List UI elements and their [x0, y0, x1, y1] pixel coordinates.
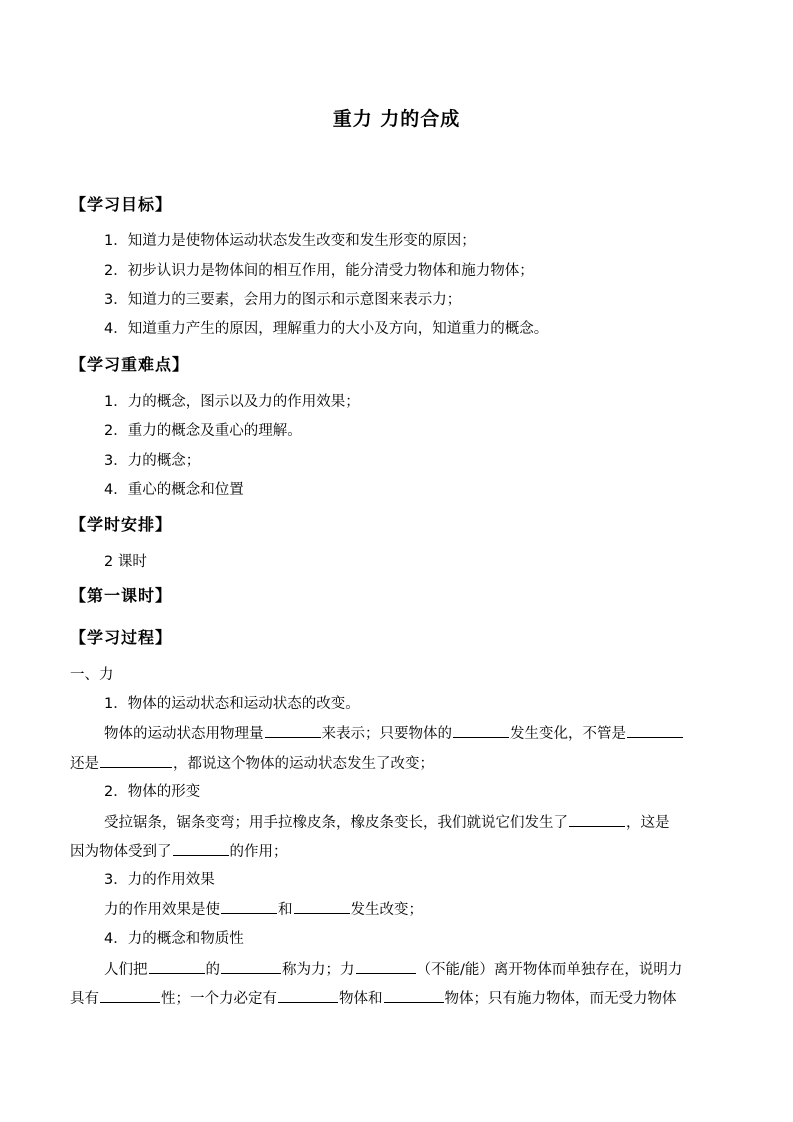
- paragraph-line: [104, 899, 721, 920]
- key-point-item-4: 4．重心的概念和位置: [104, 482, 244, 498]
- page-title: 重力 力的合成: [332, 108, 461, 130]
- text-segment: ，这是: [626, 815, 670, 831]
- paragraph-line: [104, 723, 721, 744]
- section-heading-schedule: 【学时安排】: [70, 515, 173, 534]
- paragraph-line: [70, 753, 721, 774]
- text-segment: 性；一个力必定有: [161, 991, 277, 1007]
- text-segment: 人们把: [104, 962, 148, 978]
- text-segment: 和: [278, 902, 293, 918]
- goal-item-4: 4．知道重力产生的原因，理解重力的大小及方向，知道重力的概念。: [104, 321, 549, 337]
- text-segment: 力的作用效果是使: [104, 902, 220, 918]
- fill-in-blank[interactable]: [627, 723, 683, 738]
- text-segment: ，都说这个物体的运动状态发生了改变；: [173, 756, 434, 772]
- fill-in-blank[interactable]: [173, 841, 229, 856]
- text-segment: 因为物体受到了: [70, 844, 172, 860]
- section-heading-goals: 【学习目标】: [70, 195, 173, 214]
- paragraph-line: [70, 841, 721, 862]
- item-heading-deformation: 2．物体的形变: [104, 784, 201, 800]
- text-segment: 来表示；只要物体的: [321, 726, 452, 742]
- text-segment: 受拉锯条，锯条变弯；用手拉橡皮条，橡皮条变长，我们就说它们发生了: [104, 815, 568, 831]
- fill-in-blank[interactable]: [221, 899, 277, 914]
- text-segment: 具有: [70, 991, 99, 1007]
- item-heading-effect: 3．力的作用效果: [104, 872, 215, 888]
- fill-in-blank[interactable]: [384, 988, 444, 1003]
- text-segment: 物体和: [339, 991, 383, 1007]
- fill-in-blank[interactable]: [100, 988, 160, 1003]
- fill-in-blank[interactable]: [453, 723, 509, 738]
- fill-in-blank[interactable]: [278, 988, 338, 1003]
- schedule-text: 2 课时: [104, 554, 147, 570]
- paragraph-line: [70, 988, 721, 1009]
- text-segment: 的作用；: [229, 844, 288, 860]
- text-segment: 发生变化，不管是: [510, 726, 626, 742]
- text-segment: 发生改变；: [350, 902, 423, 918]
- text-segment: 物体；只有施力物体，而无受力物体: [444, 991, 677, 1007]
- fill-in-blank[interactable]: [356, 959, 416, 974]
- fill-in-blank[interactable]: [569, 812, 625, 827]
- key-point-item-2: 2．重力的概念及重心的理解。: [104, 423, 302, 439]
- fill-in-blank[interactable]: [221, 959, 281, 974]
- item-heading-motion-state: 1．物体的运动状态和运动状态的改变。: [104, 696, 360, 712]
- key-point-item-1: 1．力的概念，图示以及力的作用效果；: [104, 394, 360, 410]
- goal-item-2: 2．初步认识力是物体间的相互作用，能分清受力物体和施力物体；: [104, 263, 534, 279]
- text-segment: 称为力；力: [282, 962, 355, 978]
- text-segment: 物体的运动状态用物理量: [104, 726, 264, 742]
- fill-in-blank[interactable]: [294, 899, 350, 914]
- paragraph-line: [104, 812, 721, 833]
- key-point-item-3: 3．力的概念；: [104, 453, 201, 469]
- section-heading-first-lesson: 【第一课时】: [70, 586, 173, 605]
- text-segment: 的: [205, 962, 220, 978]
- paragraph-line: [104, 959, 721, 980]
- fill-in-blank[interactable]: [149, 959, 205, 974]
- goal-item-1: 1．知道力是使物体运动状态发生改变和发生形变的原因；: [104, 233, 476, 249]
- item-heading-concept: 4．力的概念和物质性: [104, 931, 244, 947]
- goal-item-3: 3．知道力的三要素，会用力的图示和示意图来表示力；: [104, 292, 462, 308]
- text-segment: （不能/能）离开物体而单独存在，说明力: [416, 962, 683, 978]
- text-segment: 还是: [70, 756, 99, 772]
- fill-in-blank[interactable]: [100, 753, 172, 768]
- fill-in-blank[interactable]: [265, 723, 321, 738]
- part-heading-force: 一、力: [70, 667, 114, 683]
- section-heading-process: 【学习过程】: [70, 628, 173, 647]
- section-heading-key-points: 【学习重难点】: [70, 355, 190, 374]
